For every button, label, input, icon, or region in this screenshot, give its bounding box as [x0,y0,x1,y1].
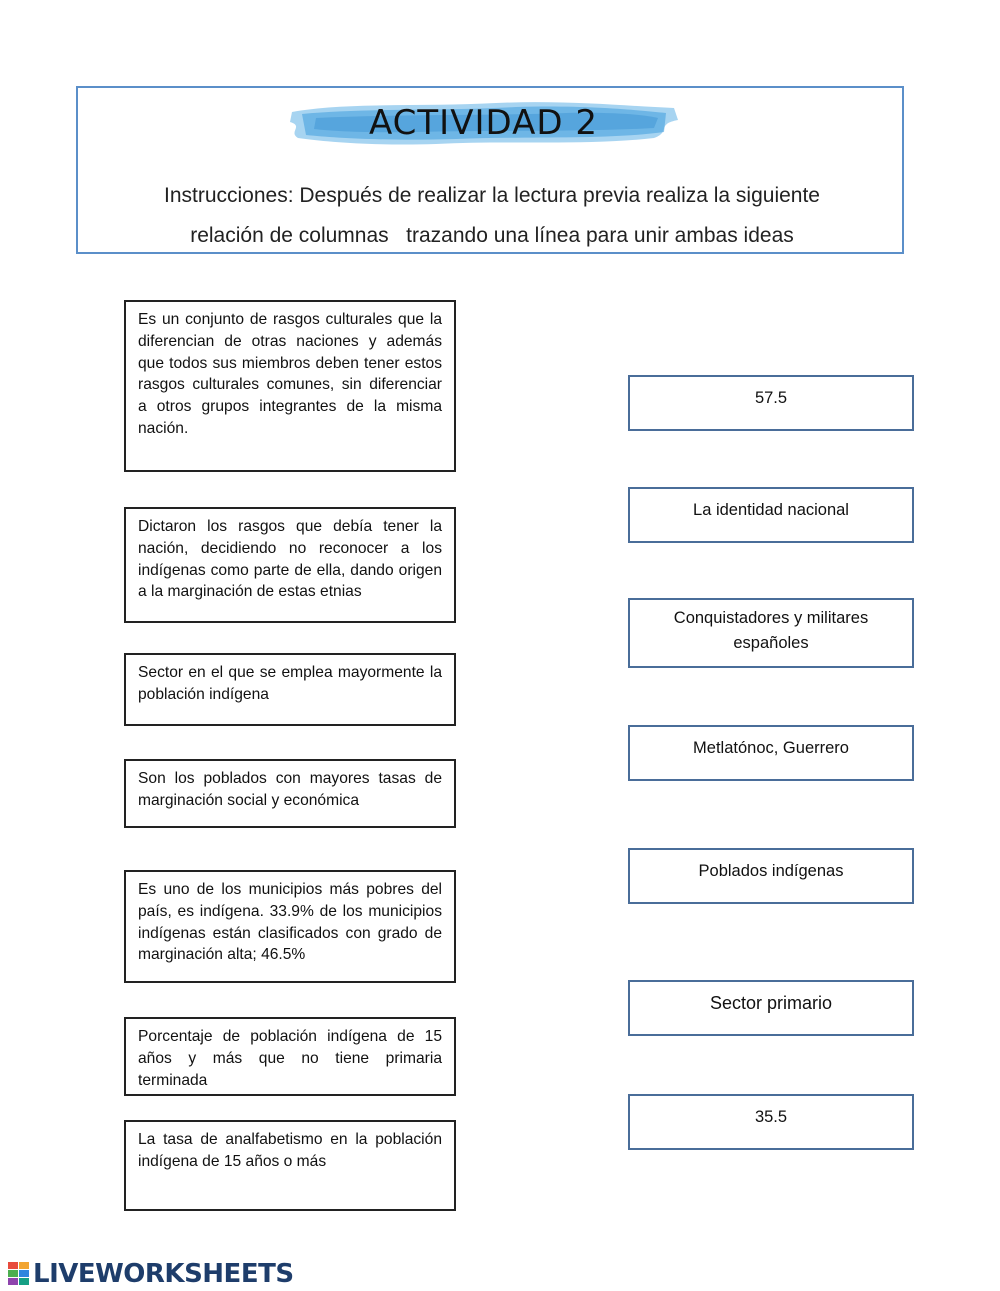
left-item-7[interactable]: La tasa de analfabetismo en la población indígena de 15 años o más [124,1120,456,1211]
liveworksheets-logo-icon [8,1262,30,1286]
left-item-3[interactable]: Sector en el que se emplea mayormente la población indígena [124,653,456,726]
left-item-1[interactable]: Es un conjunto de rasgos culturales que la diferencian de otras naciones y además que todos sus miembros deben tener estos rasgos culturales comunes, sin diferenciar a otros grupos integrantes de la misma nación. [124,300,456,472]
right-item-4[interactable]: Metlatónoc, Guerrero [628,725,914,781]
instructions-line-2: relación de columnas trazando una línea para unir ambas ideas [190,224,794,247]
instructions-header [76,86,904,254]
right-item-1[interactable]: 57.5 [628,375,914,431]
right-item-3[interactable]: Conquistadores y militares españoles [628,598,914,668]
instructions-line-1: Instrucciones: Después de realizar la lectura previa realiza la siguiente [163,184,820,207]
right-item-2[interactable]: La identidad nacional [628,487,914,543]
right-item-7[interactable]: 35.5 [628,1094,914,1150]
logo-text: LIVEWORKSHEETS [33,1259,294,1289]
left-item-5[interactable]: Es uno de los municipios más pobres del país, es indígena. 33.9% de los municipios indígenas están clasificados con grado de marginación alta; 46.5% [124,870,456,983]
left-item-2[interactable]: Dictaron los rasgos que debía tener la nación, decidiendo no reconocer a los indígenas como parte de ella, dando origen a la marginación de estas etnias [124,507,456,623]
left-item-4[interactable]: Son los poblados con mayores tasas de marginación social y económica [124,759,456,828]
instructions-text [108,176,876,256]
right-item-6[interactable]: Sector primario [628,980,914,1036]
liveworksheets-logo [8,1259,294,1289]
left-item-6[interactable]: Porcentaje de población indígena de 15 años y más que no tiene primaria terminada [124,1017,456,1096]
page-title: ACTIVIDAD 2 [369,103,598,143]
right-item-5[interactable]: Poblados indígenas [628,848,914,904]
title-brush-stroke [286,98,681,148]
